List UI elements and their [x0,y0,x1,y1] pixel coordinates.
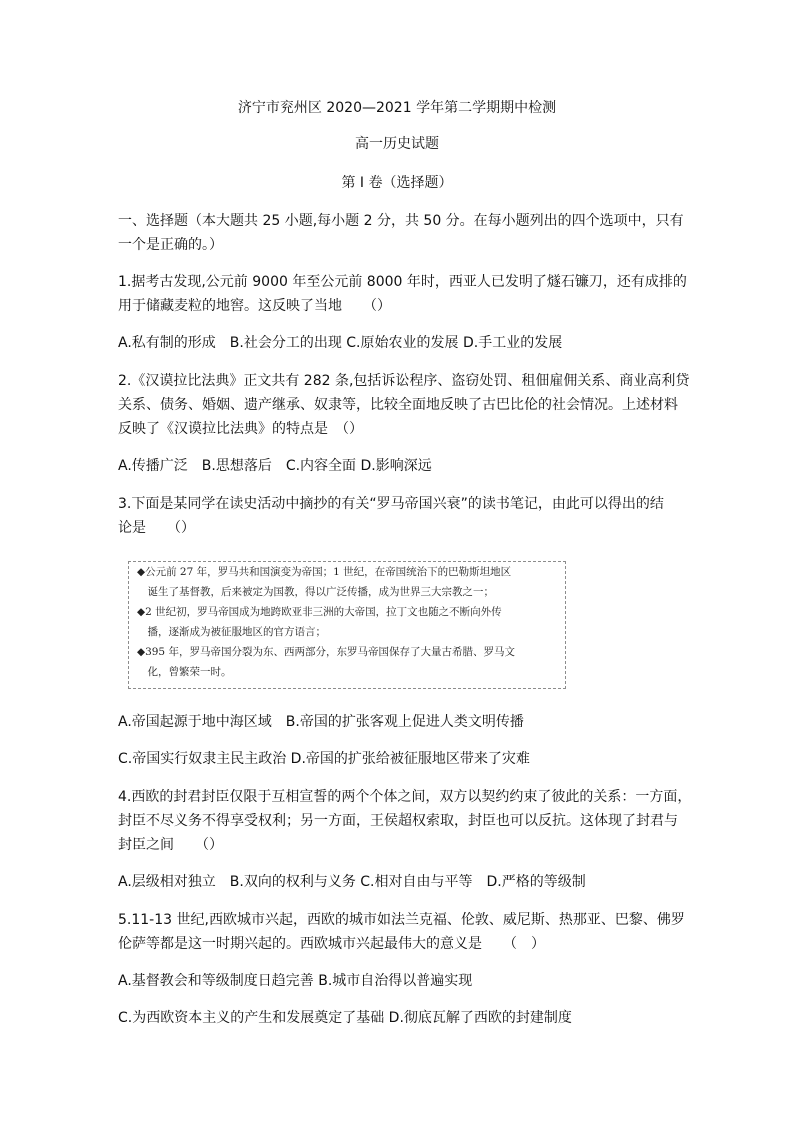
reading-note-line: ◆395 年，罗马帝国分裂为东、西两部分，东罗马帝国保存了大量古希腊、罗马文 [137,646,515,658]
exam-subtitle: 高一历史试题 [355,136,439,152]
reading-note-line: ◆2 世纪初，罗马帝国成为地跨欧亚非三洲的大帝国，拉丁文也随之不断向外传 [137,606,502,618]
question-3-stem: 3.下面是某同学在读史活动中摘抄的有关“罗马帝国兴衰”的读书笔记，由此可以得出的结 [118,496,664,512]
reading-note-line: 诞生了基督教，后来被定为国教，得以广泛传播，成为世界三大宗教之一； [137,586,494,598]
question-1-stem: 1.据考古发现,公元前 9000 年至公元前 8000 年时，西亚人已发明了燧石镰刀，还有成排的 [118,274,687,290]
question-1-options: A.私有制的形成 B.社会分工的出现 C.原始农业的发展 D.手工业的发展 [118,335,563,351]
question-2-stem: 2.《汉谟拉比法典》正文共有 282 条,包括诉讼程序、盗窃处罚、租佃雇佣关系、商业高利贷 [118,373,690,389]
question-5-stem: 伦萨等都是这一时期兴起的。西欧城市兴起最伟大的意义是 （ ） [118,936,545,952]
question-4-options: A.层级相对独立 B.双向的权利与义务 C.相对自由与平等 D.严格的等级制 [118,874,586,890]
part-heading: 第 I 卷（选择题） [341,175,453,191]
question-3-options: C.帝国实行奴隶主民主政治 D.帝国的扩张给被征服地区带来了灾难 [118,751,530,767]
question-5-options: C.为西欧资本主义的产生和发展奠定了基础 D.彻底瓦解了西欧的封建制度 [118,1010,572,1026]
reading-note-line: 播，逐渐成为被征服地区的官方语言； [137,626,326,638]
exam-title: 济宁市兖州区 2020—2021 学年第二学期期中检测 [237,100,557,116]
question-4-stem: 封臣之间 （） [118,837,223,853]
section-instruction: 一、选择题（本大题共 25 小题,每小题 2 分，共 50 分。在每小题列出的四个选项中，只有 [118,213,684,229]
section-instruction: 一个是正确的。） [118,237,223,253]
question-5-stem: 5.11-13 世纪,西欧城市兴起，西欧的城市如法兰克福、伦敦、威尼斯、热那亚、巴黎、佛罗 [118,912,685,928]
reading-note-line: 化，曾繁荣一时。 [137,666,232,678]
question-4-stem: 封臣不尽义务不得享受权利；另一方面，王侯超权索取，封臣也可以反抗。这体现了封君与 [118,813,678,829]
question-4-stem: 4.西欧的封君封臣仅限于互相宣誓的两个个体之间，双方以契约约束了彼此的关系：一方面， [118,789,692,805]
question-2-options: A.传播广泛 B.思想落后 C.内容全面 D.影响深远 [118,458,432,474]
question-1-stem: 用于储藏麦粒的地窖。这反映了当地 （） [118,298,391,314]
question-2-stem: 关系、债务、婚姻、遗产继承、奴隶等，比较全面地反映了古巴比伦的社会情况。上述材料 [118,397,678,413]
question-2-stem: 反映了《汉谟拉比法典》的特点是 （） [118,421,363,437]
question-3-stem: 论是 （） [118,520,195,536]
reading-note-line: ◆公元前 27 年，罗马共和国演变为帝国；1 世纪，在帝国统治下的巴勒斯坦地区 [137,566,512,578]
reading-notes-box [128,561,566,689]
question-3-options: A.帝国起源于地中海区域 B.帝国的扩张客观上促进人类文明传播 [118,714,524,730]
question-5-options: A.基督教会和等级制度日趋完善 B.城市自治得以普遍实现 [118,973,473,989]
